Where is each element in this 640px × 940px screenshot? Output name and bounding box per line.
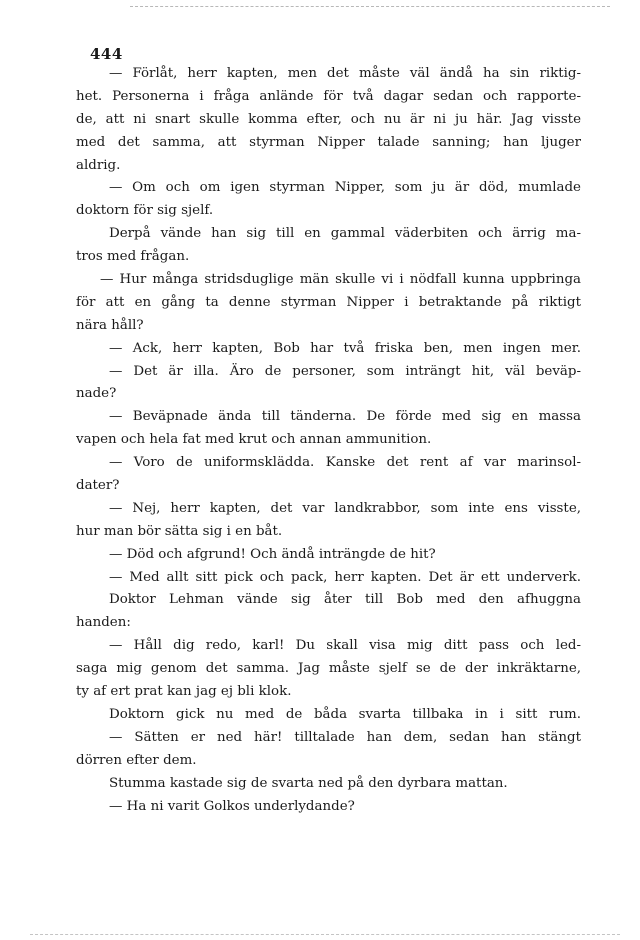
body-text — [76, 63, 581, 818]
text-line: dörren efter dem. — [76, 752, 197, 768]
text-line: nade? — [76, 386, 117, 402]
text-line: — Sätten er ned här! tilltalade han dem, sedan han stängt — [109, 729, 581, 745]
text-line: — Död och afgrund! Och ändå inträngde de hit? — [109, 546, 436, 562]
page-number: 444 — [90, 45, 123, 63]
text-line: ty af ert prat kan jag ej bli klok. — [76, 684, 292, 700]
text-line: — Ack, herr kapten, Bob har två friska ben, men ingen mer. — [109, 340, 581, 356]
text-line: aldrig. — [76, 157, 121, 173]
text-line: Doktorn gick nu med de båda svarta tillbaka in i sitt rum. — [109, 706, 581, 722]
text-line: vapen och hela fat med krut och annan ammunition. — [76, 432, 432, 448]
text-line: dater? — [76, 478, 120, 494]
text-line: — Det är illa. Äro de personer, som inträngt hit, väl beväp- — [109, 363, 581, 379]
text-line: — Hur många stridsduglige män skulle vi i nödfall kunna uppbringa — [100, 272, 581, 288]
text-line: — Om och om igen styrman Nipper, som ju är död, mumlade — [109, 180, 581, 196]
text-line: het. Personerna i fråga anlände för två dagar sedan och rapporte- — [76, 88, 581, 104]
text-line: nära håll? — [76, 317, 144, 333]
text-line: — Nej, herr kapten, det var landkrabbor, som inte ens visste, — [109, 500, 581, 516]
text-line: Doktor Lehman vände sig åter till Bob med den afhuggna — [109, 592, 581, 608]
text-line: — Beväpnade ända till tänderna. De förde med sig en massa — [109, 409, 581, 425]
text-line: doktorn för sig sjelf. — [76, 203, 214, 219]
text-line: de, att ni snart skulle komma efter, och nu är ni ju här. Jag visste — [76, 111, 581, 127]
text-line: Derpå vände han sig till en gammal väderbiten och ärrig ma- — [109, 226, 581, 242]
text-line: handen: — [76, 615, 131, 631]
text-line: — Voro de uniformsklädda. Kanske det rent af var marinsol- — [109, 455, 581, 471]
text-line: Stumma kastade sig de svarta ned på den dyrbara mattan. — [109, 775, 508, 791]
text-line: för att en gång ta denne styrman Nipper i betraktande på riktigt — [76, 294, 581, 310]
text-line: — Med allt sitt pick och pack, herr kapten. Det är ett underverk. — [109, 569, 581, 585]
text-line: hur man bör sätta sig i en båt. — [76, 523, 283, 539]
text-line: — Håll dig redo, karl! Du skall visa mig ditt pass och led- — [109, 638, 581, 654]
text-line: tros med frågan. — [76, 249, 190, 265]
scan-edge-bottom — [30, 934, 620, 937]
scan-edge-top — [130, 6, 610, 9]
text-line: — Ha ni varit Golkos underlydande? — [109, 798, 355, 814]
text-line: — Förlåt, herr kapten, men det måste väl ändå ha sin riktig- — [109, 66, 581, 81]
text-line: med det samma, att styrman Nipper talade sanning; han ljuger — [76, 134, 581, 150]
text-line: saga mig genom det samma. Jag måste sjelf se de der inkräktarne, — [76, 661, 581, 677]
